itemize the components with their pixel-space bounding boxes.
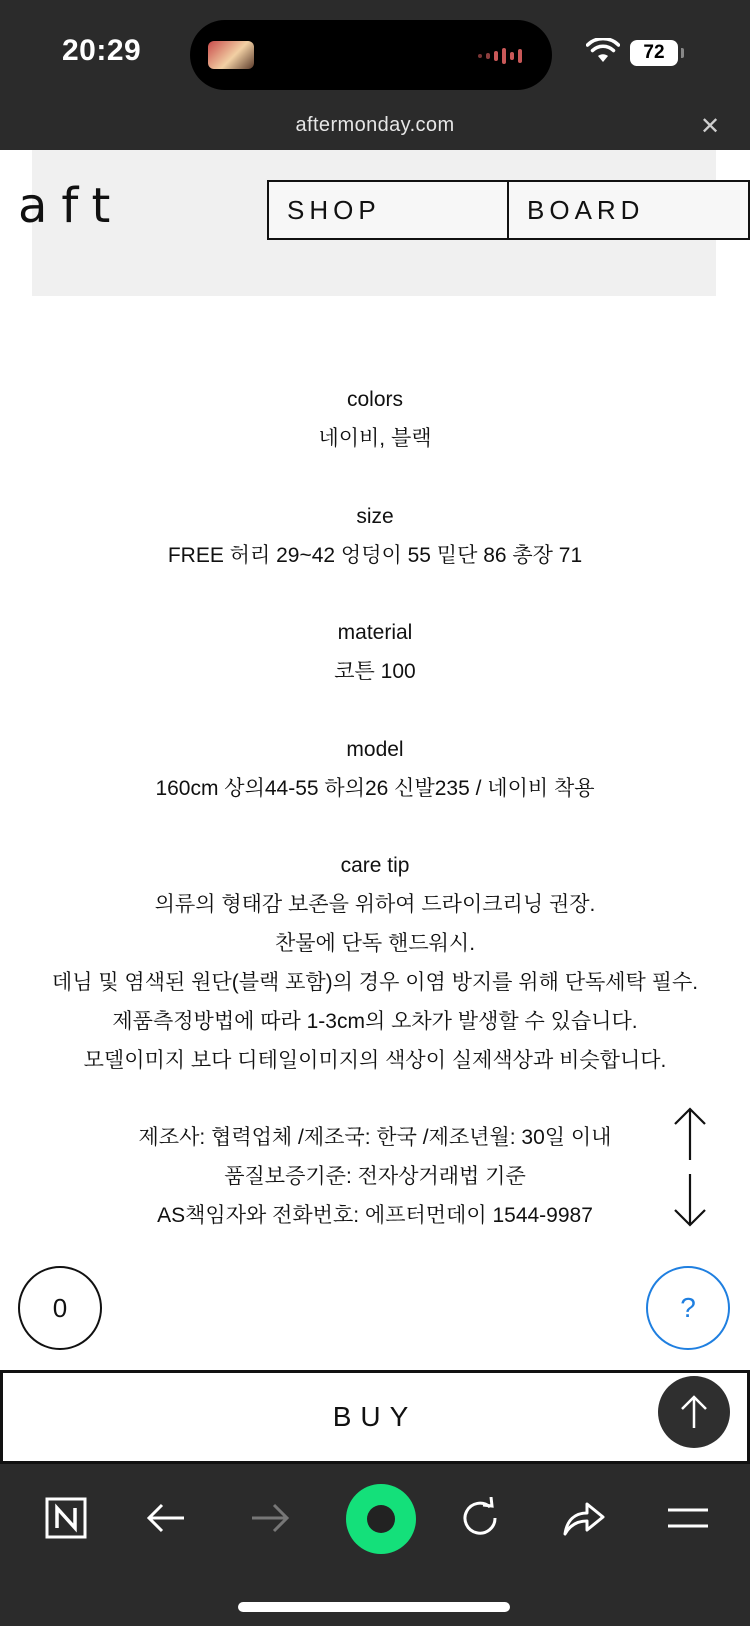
maker-line: AS책임자와 전화번호: 에프터먼데이 1544-9987 xyxy=(157,1204,593,1227)
nav-board[interactable]: BOARD xyxy=(527,194,645,225)
model-section xyxy=(0,730,750,847)
audio-wave-icon xyxy=(478,46,526,66)
help-button[interactable]: ? xyxy=(646,1266,730,1350)
care-tip-line: 의류의 형태감 보존을 위하여 드라이크리닝 권장. xyxy=(154,893,596,916)
material-section xyxy=(0,613,750,730)
colors-section xyxy=(0,380,750,497)
product-info xyxy=(0,380,750,1235)
menu-icon[interactable] xyxy=(660,1490,716,1546)
size-label: size xyxy=(356,504,394,528)
care-tip-line: 제품측정방법에 따라 1-3cm의 오차가 발생할 수 있습니다. xyxy=(112,1010,638,1033)
arrow-up-icon[interactable] xyxy=(672,1106,708,1162)
naver-n-icon[interactable] xyxy=(38,1490,94,1546)
url-domain[interactable]: aftermonday.com xyxy=(295,114,455,136)
material-value: 코튼 100 xyxy=(334,660,416,683)
size-section xyxy=(0,497,750,614)
home-indicator[interactable] xyxy=(238,1602,510,1612)
model-value: 160cm 상의44-55 하의26 신발235 / 네이비 착용 xyxy=(155,776,595,800)
wifi-icon xyxy=(586,38,620,64)
nav-shop[interactable]: SHOP xyxy=(269,182,509,238)
battery-indicator: 72 xyxy=(630,40,678,66)
care-tip-line: 모델이미지 보다 디테일이미지의 색상이 실제색상과 비슷합니다. xyxy=(83,1049,667,1072)
now-playing-thumbnail xyxy=(208,41,254,69)
scroll-top-button[interactable] xyxy=(658,1376,730,1448)
model-label: model xyxy=(346,737,404,761)
main-nav xyxy=(267,180,750,240)
care-tip-line: 데님 및 염색된 원단(블랙 포함)의 경우 이염 방지를 위해 단독세탁 필수. xyxy=(51,971,699,994)
buy-label: BUY xyxy=(332,1401,418,1432)
maker-line: 제조사: 협력업체 /제조국: 한국 /제조년월: 30일 이내 xyxy=(138,1126,612,1149)
care-tip-section xyxy=(0,846,750,1080)
status-time: 20:29 xyxy=(62,34,142,67)
reload-icon[interactable] xyxy=(452,1490,508,1546)
maker-line: 품질보증기준: 전자상거래법 기준 xyxy=(224,1165,526,1188)
colors-value: 네이비, 블랙 xyxy=(318,427,432,450)
arrow-down-icon[interactable] xyxy=(672,1172,708,1228)
cart-count-button[interactable]: 0 xyxy=(18,1266,102,1350)
care-tip-label: care tip xyxy=(340,854,410,877)
buy-button[interactable] xyxy=(0,1370,750,1464)
maker-section xyxy=(0,1118,750,1235)
close-icon[interactable]: ✕ xyxy=(700,113,721,140)
share-icon[interactable] xyxy=(556,1490,612,1546)
back-arrow-icon[interactable] xyxy=(138,1490,194,1546)
care-tip-line: 찬물에 단독 핸드워시. xyxy=(274,932,476,955)
dynamic-island xyxy=(190,20,552,90)
site-logo[interactable]: aft xyxy=(18,178,125,234)
home-dot xyxy=(367,1505,395,1533)
colors-label: colors xyxy=(346,388,404,411)
home-icon[interactable] xyxy=(346,1484,416,1554)
material-label: material xyxy=(337,621,413,644)
size-value: FREE 허리 29~42 엉덩이 55 밑단 86 총장 71 xyxy=(167,543,583,567)
arrow-up-icon xyxy=(678,1394,710,1430)
forward-arrow-icon[interactable] xyxy=(242,1490,298,1546)
